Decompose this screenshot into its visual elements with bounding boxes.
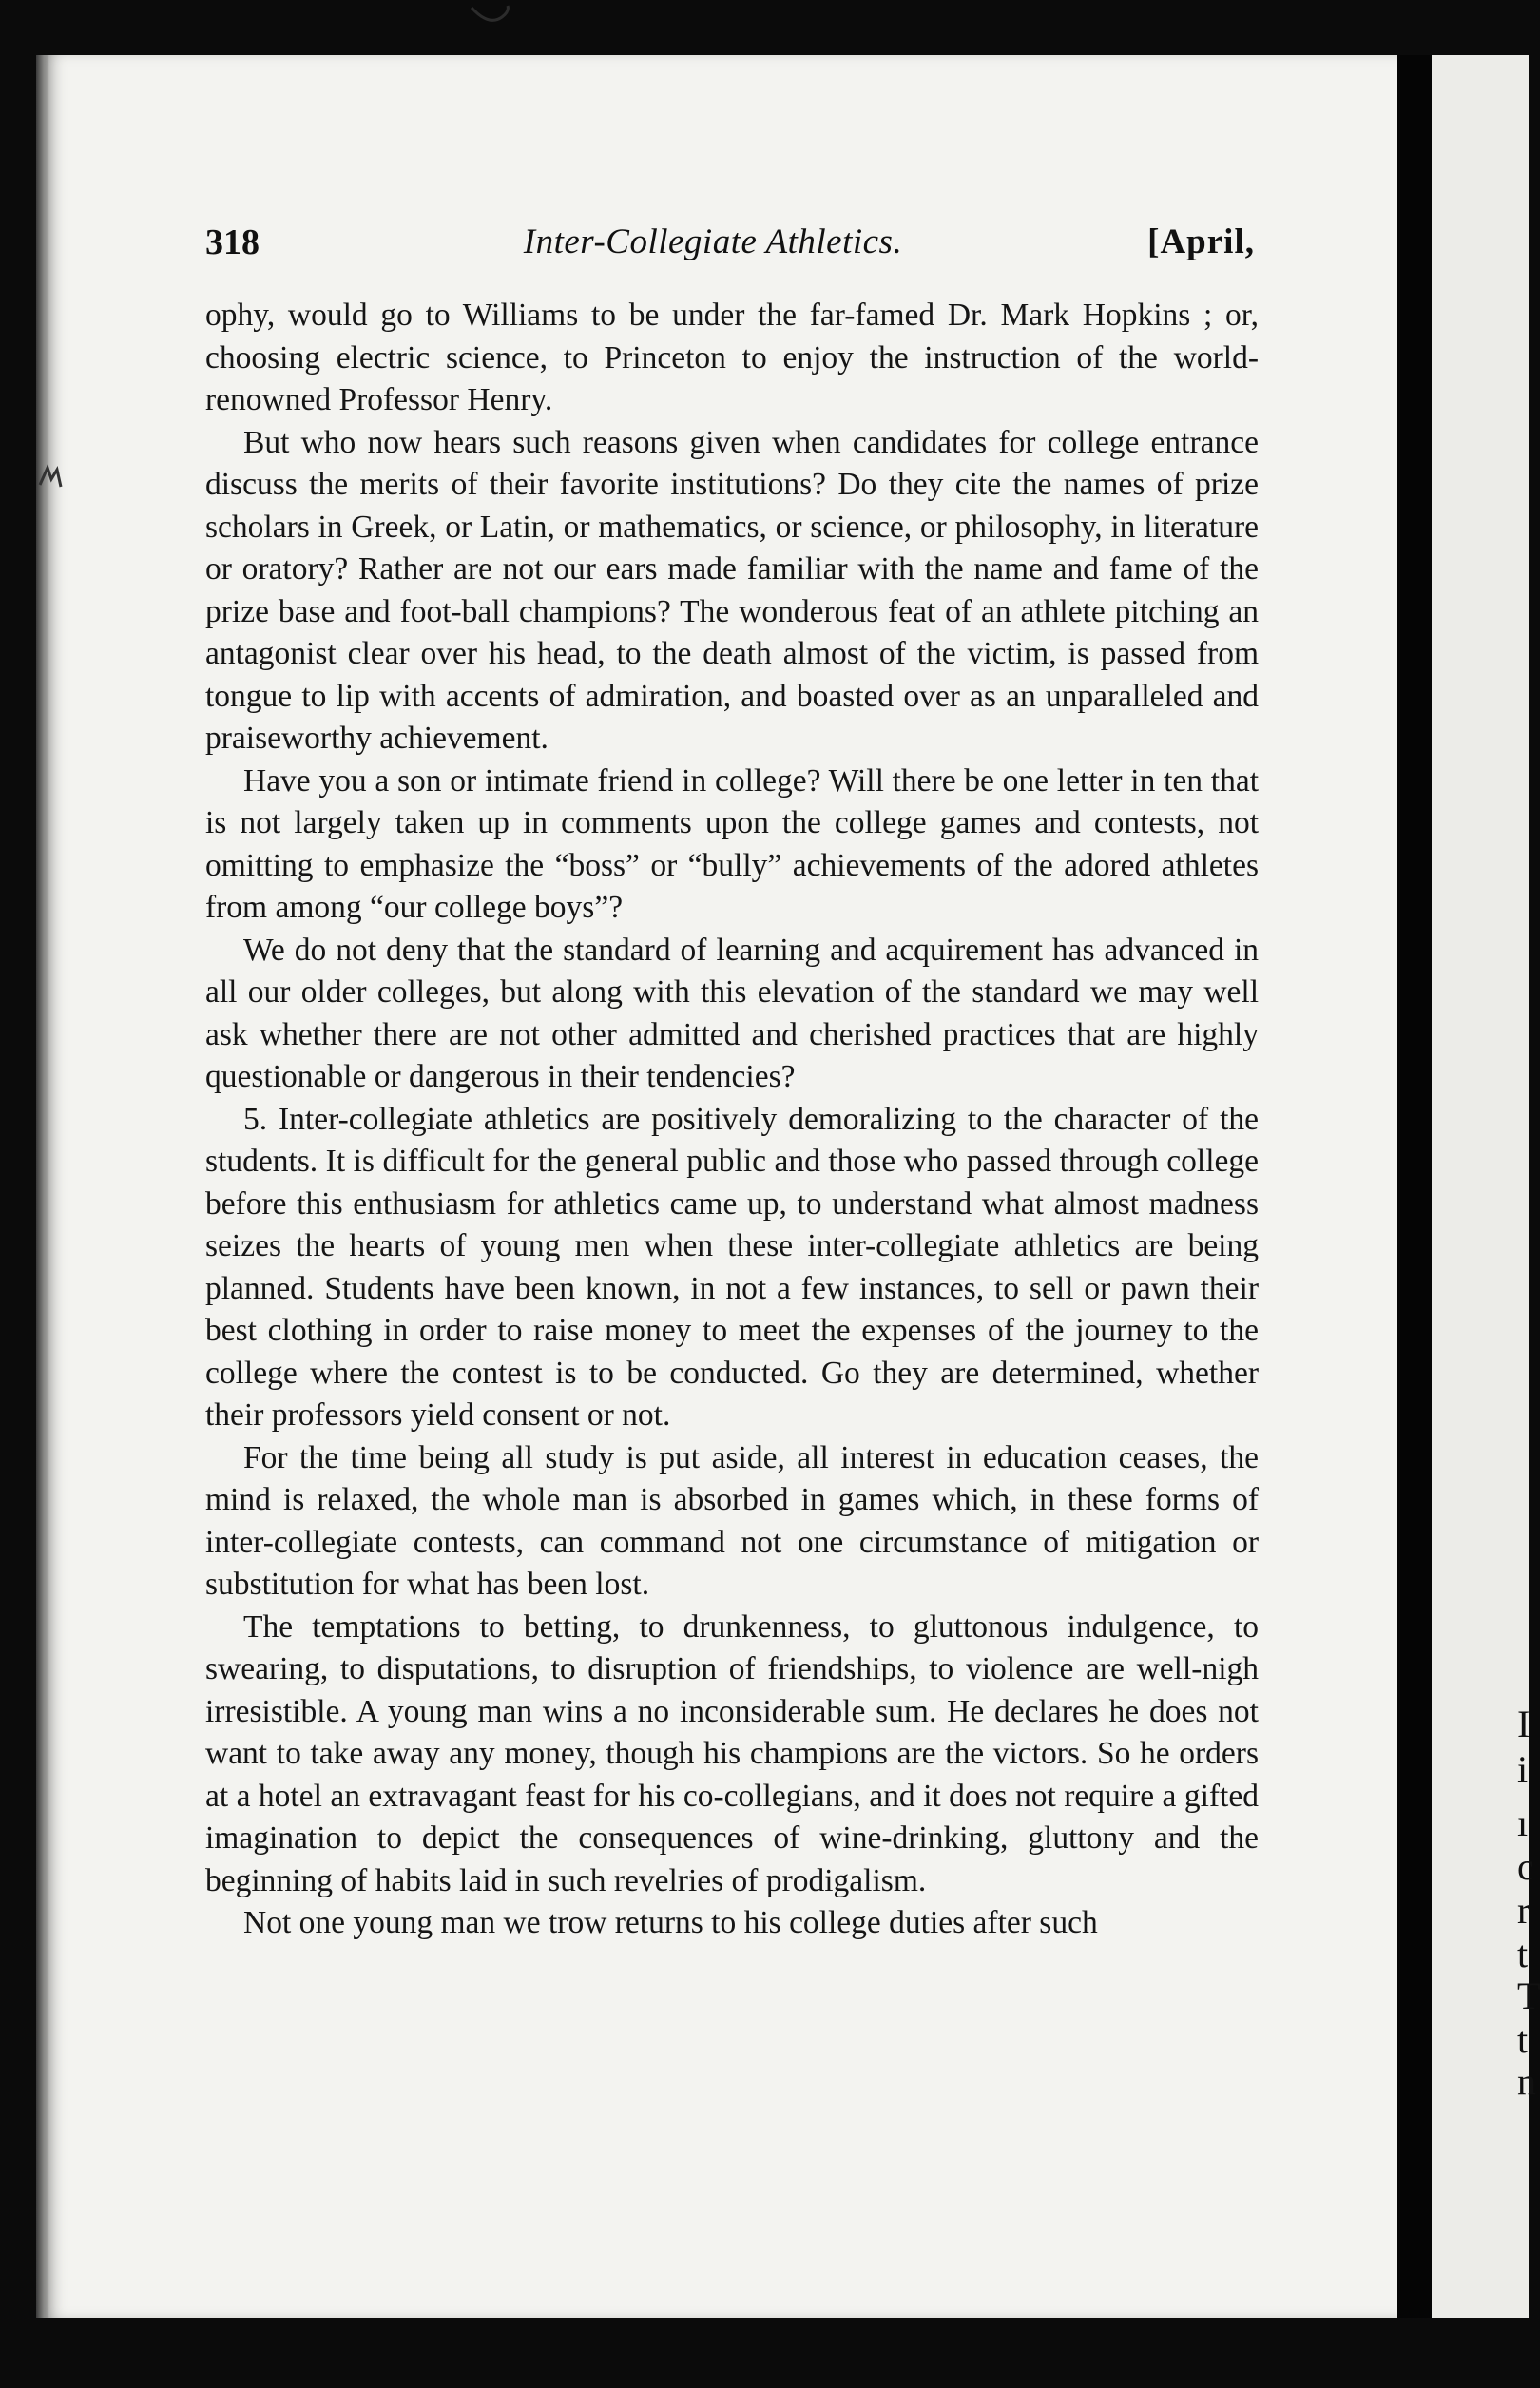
article-body bbox=[205, 295, 1259, 1945]
adjacent-page-fragment: t bbox=[1517, 2018, 1529, 2061]
page-edge-mark bbox=[36, 462, 65, 491]
adjacent-page-fragment: t bbox=[1517, 1933, 1529, 1975]
adjacent-page-fragment: r bbox=[1517, 1889, 1530, 1932]
paragraph: But who now hears such reasons given when candidates for college entrance discuss the merits of their favorite institutions? Do they cite the names of prize scholars in Greek, or Latin, or mathematics, or science, or philosophy, in literature or oratory? Rather are not our ears made familiar with the name and fame of the prize base and foot-ball champions? The wonderous feat of an athlete pitching an antagonist clear over his head, to the death almost of the victim, is passed from tongue to lip with accents of admiration, and boasted over as an unparalleled and praiseworthy achievement. bbox=[205, 424, 1259, 756]
scan-smudge bbox=[456, 0, 532, 38]
adjacent-page-edge bbox=[1432, 55, 1540, 2318]
running-header bbox=[171, 221, 1255, 279]
paragraph-continued: ophy, would go to Williams to be under the far-famed Dr. Mark Hopkins ; or, choosing electric science, to Princeton to enjoy the instruction of the world-renowned Professor Henry. bbox=[205, 298, 1259, 417]
paragraph-numbered-5: 5. Inter-collegiate athletics are positively demoralizing to the character of the students. It is difficult for the general public and those who passed through college before this enthusiasm for athletics came up, to understand what almost madness seizes the hearts of young men when these inter-collegiate athletics are being planned. Students have been known, in not a few instances, to sell or pawn their best clothing in order to raise money to meet the expenses of the journey to the college where the contest is to be conducted. Go they are determined, whether their professors yield consent or not. bbox=[205, 1101, 1259, 1433]
paragraph: The temptations to betting, to drunkenness, to gluttonous indulgence, to swearing, to disputations, to disruption of friendships, to violence are well-nigh irresistible. A young man wins a no inconsiderable sum. He declares he does not want to take away any money, though his champions are the victors. So he orders at a hotel an extravagant feast for his co-collegians, and it does not require a gifted imagination to depict the consequences of wine-drinking, gluttony and the beginning of habits laid in such revelries of prodigalism. bbox=[205, 1608, 1259, 1898]
paragraph: Have you a son or intimate friend in college? Will there be one letter in ten that is not largely taken up in comments upon the college games and contests, not omitting to emphasize the “boss” or “bully” achievements of the adored athletes from among “our college boys”? bbox=[205, 762, 1259, 925]
adjacent-page-fragment: n bbox=[1517, 2060, 1536, 2103]
adjacent-page-fragment: T bbox=[1517, 1974, 1540, 2017]
running-title: Inter-Collegiate Athletics. bbox=[523, 222, 903, 261]
book-gutter bbox=[1397, 55, 1432, 2318]
running-month: [April, bbox=[1147, 222, 1255, 261]
adjacent-page-fragment: i bbox=[1517, 1748, 1529, 1791]
paragraph: For the time being all study is put aside, all interest in education ceases, the mind is relaxed, the whole man is absorbed in games which, in these forms of inter-collegiate contests, can command not one circumstance of mitigation or substitution for what has been lost. bbox=[205, 1439, 1259, 1602]
adjacent-page-fragment: ı bbox=[1517, 1801, 1529, 1844]
paragraph: We do not deny that the standard of learning and acquirement has advanced in all our older colleges, but along with this elevation of the standard we may well ask whether there are not other admitted and cherished practices that are highly questionable or dangerous in their tendencies? bbox=[205, 932, 1259, 1094]
paragraph-last-line: Not one young man we trow returns to his college duties after such bbox=[243, 1905, 1098, 1940]
adjacent-page-fragment: c bbox=[1517, 1845, 1534, 1888]
adjacent-page-fragment: I bbox=[1517, 1703, 1530, 1745]
page-number: 318 bbox=[205, 222, 260, 262]
